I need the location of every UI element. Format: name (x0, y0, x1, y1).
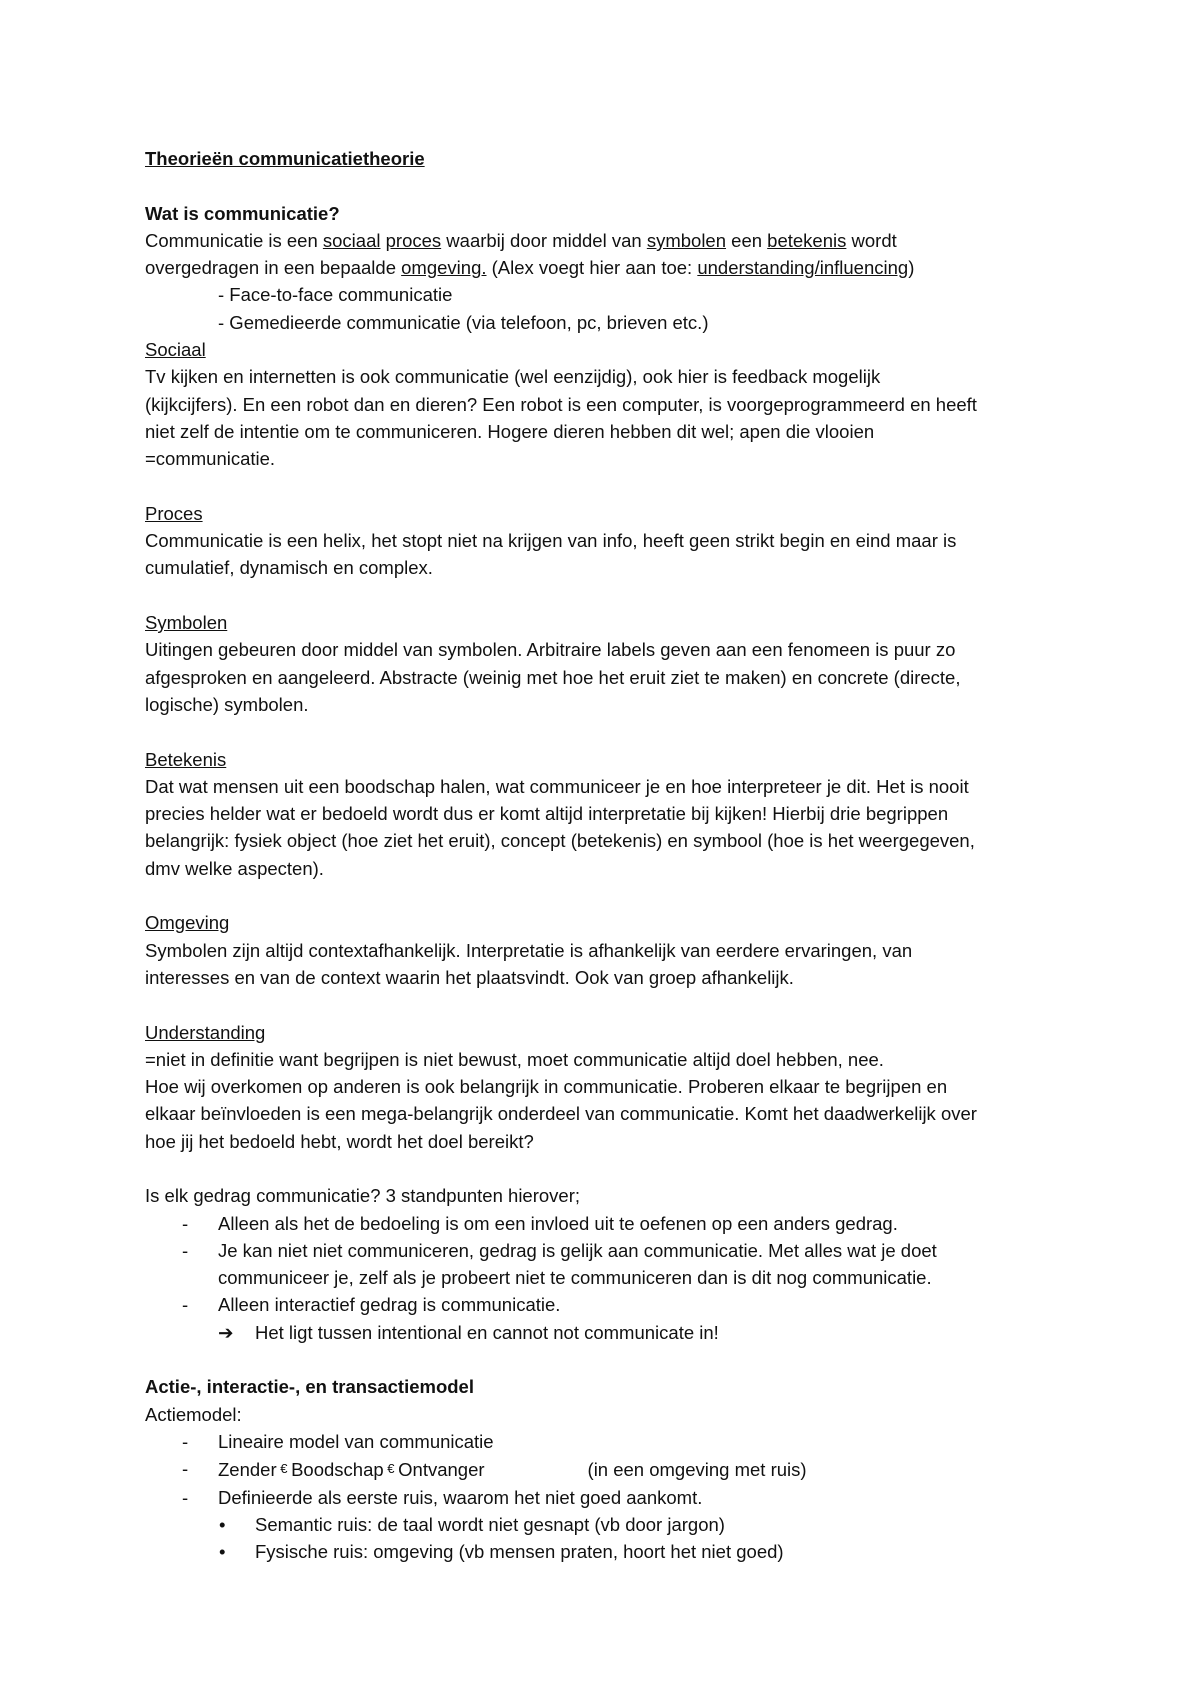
section-heading-omgeving: Omgeving (145, 912, 230, 934)
paragraph-line: dmv welke aspecten). (145, 857, 324, 879)
blank-line (145, 172, 1070, 199)
text-fragment: wordt (846, 229, 897, 251)
text-fragment: Communicatie is een (145, 229, 323, 251)
list-item-text: Alleen interactief gedrag is communicatie. (218, 1294, 561, 1316)
list-item-text: Definieerde als eerste ruis, waarom het niet goed aankomt. (218, 1486, 703, 1508)
form-item: - Face-to-face communicatie (218, 284, 453, 306)
text-fragment: een (726, 229, 768, 251)
bullet-item (145, 1511, 1070, 1538)
section-heading-betekenis: Betekenis (145, 748, 227, 770)
list-item (145, 1210, 1070, 1237)
paragraph-line: precies helder wat er bedoeld wordt dus er komt altijd interpretatie bij kijken! Hierbij drie begrippen (145, 803, 949, 825)
paragraph-line: Uitingen gebeuren door middel van symbolen. Arbitraire labels geven aan een fenomeen is puur zo (145, 639, 956, 661)
paragraph-line: logische) symbolen. (145, 693, 309, 715)
blank-line (145, 882, 1070, 909)
paragraph-line: Hoe wij overkomen op anderen is ook belangrijk in communicatie. Proberen elkaar te begrijpen en (145, 1076, 948, 1098)
text-fragment: (Alex voegt hier aan toe: (486, 257, 698, 279)
keyword-symbolen: symbolen (646, 229, 727, 251)
question-heading: Wat is communicatie? (145, 202, 340, 224)
gedrag-intro: Is elk gedrag communicatie? 3 standpunten hierover; (145, 1185, 581, 1207)
paragraph-line: elkaar beïnvloeden is een mega-belangrijk onderdeel van communicatie. Komt het daadwerkelijk over (145, 1103, 977, 1125)
dash-marker: - (182, 1430, 189, 1452)
paragraph-line: (kijkcijfers). En een robot dan en dieren? Een robot is een computer, is voorgeprogrammeerd en heeft (145, 393, 977, 415)
paragraph-line: hoe jij het bedoeld hebt, wordt het doel bereikt? (145, 1130, 534, 1152)
environment-note: (in een omgeving met ruis) (587, 1459, 807, 1481)
sender-label: Zender (218, 1459, 277, 1481)
list-item-text: Lineaire model van communicatie (218, 1430, 494, 1452)
models-heading: Actie-, interactie-, en transactiemodel (145, 1376, 474, 1398)
paragraph-line: cumulatief, dynamisch en complex. (145, 557, 433, 579)
text-fragment: waarbij door middel van (441, 229, 647, 251)
definition-line-1 (145, 227, 1070, 254)
receiver-label: Ontvanger (398, 1459, 485, 1481)
bullet-item (145, 1538, 1070, 1565)
list-item (145, 1428, 1070, 1455)
arrow-symbol: € (383, 1461, 399, 1477)
list-item-text: Je kan niet niet communiceren, gedrag is gelijk aan communicatie. Met alles wat je doet (218, 1239, 937, 1261)
list-item-continuation: communiceer je, zelf als je probeert niet te communiceren dan is dit nog communicatie. (218, 1267, 932, 1289)
bullet-icon: • (219, 1513, 226, 1535)
blank-line (145, 718, 1070, 745)
blank-line (145, 1155, 1070, 1182)
bullet-text: Semantic ruis: de taal wordt niet gesnapt (vb door jargon) (255, 1513, 725, 1535)
dash-marker: - (182, 1294, 189, 1316)
dash-marker: - (182, 1458, 189, 1480)
dash-marker: - (182, 1212, 189, 1234)
arrow-symbol: € (276, 1461, 292, 1477)
blank-line (145, 1346, 1070, 1373)
paragraph-line: niet zelf de intentie om te communiceren. Hogere dieren hebben dit wel; apen die vlooien (145, 420, 875, 442)
blank-line (145, 991, 1070, 1018)
blank-line (145, 473, 1070, 500)
paragraph-line: belangrijk: fysiek object (hoe ziet het eruit), concept (betekenis) en symbool (hoe is het weergegeven, (145, 830, 975, 852)
section-heading-proces: Proces (145, 502, 203, 524)
text-fragment: ) (908, 257, 915, 279)
paragraph-line: Symbolen zijn altijd contextafhankelijk. Interpretatie is afhankelijk van eerdere ervaringen, van (145, 939, 913, 961)
list-item (145, 1237, 1070, 1264)
paragraph-line: =niet in definitie want begrijpen is niet bewust, moet communicatie altijd doel hebben, nee. (145, 1048, 884, 1070)
bullet-icon: • (219, 1541, 226, 1563)
keyword-understanding: understanding/influencing (697, 257, 909, 279)
paragraph-line: Communicatie is een helix, het stopt niet na krijgen van info, heeft geen strikt begin en eind maar is (145, 530, 957, 552)
list-item-text: Alleen als het de bedoeling is om een invloed uit te oefenen op een anders gedrag. (218, 1212, 898, 1234)
conclusion-text: Het ligt tussen intentional en cannot not communicate in! (255, 1321, 719, 1343)
document-title: Theorieën communicatietheorie (145, 148, 425, 169)
keyword-omgeving: omgeving. (401, 257, 487, 279)
paragraph-line: Tv kijken en internetten is ook communicatie (wel eenzijdig), ook hier is feedback mogelijk (145, 366, 881, 388)
document-page (145, 145, 1070, 1565)
dash-marker: - (182, 1486, 189, 1508)
list-item-model-chain (145, 1455, 1070, 1483)
text-fragment: overgedragen in een bepaalde (145, 257, 402, 279)
list-item (145, 1484, 1070, 1511)
paragraph-line: afgesproken en aangeleerd. Abstracte (weinig met hoe het eruit ziet te maken) en concrete (directe, (145, 666, 961, 688)
models-subheading: Actiemodel: (145, 1403, 242, 1425)
dash-marker: - (182, 1239, 189, 1261)
arrow-right-icon: ➔ (218, 1321, 234, 1343)
conclusion-item (145, 1319, 1070, 1346)
section-heading-symbolen: Symbolen (145, 612, 228, 634)
section-heading-sociaal: Sociaal (145, 339, 206, 361)
paragraph-line: =communicatie. (145, 448, 276, 470)
message-label: Boodschap (291, 1459, 384, 1481)
paragraph-line: Dat wat mensen uit een boodschap halen, wat communiceer je en hoe interpreteer je dit. Het is nooit (145, 775, 969, 797)
definition-line-2 (145, 254, 1070, 281)
paragraph-line: interesses en van de context waarin het plaatsvindt. Ook van groep afhankelijk. (145, 966, 794, 988)
bullet-text: Fysische ruis: omgeving (vb mensen praten, hoort het niet goed) (255, 1541, 784, 1563)
list-item (145, 1291, 1070, 1318)
keyword-betekenis: betekenis (767, 229, 847, 251)
section-heading-understanding: Understanding (145, 1021, 266, 1043)
form-item: - Gemedieerde communicatie (via telefoon, pc, brieven etc.) (218, 311, 709, 333)
blank-line (145, 582, 1070, 609)
keyword-sociaal: sociaal (322, 229, 381, 251)
keyword-proces: proces (385, 229, 442, 251)
